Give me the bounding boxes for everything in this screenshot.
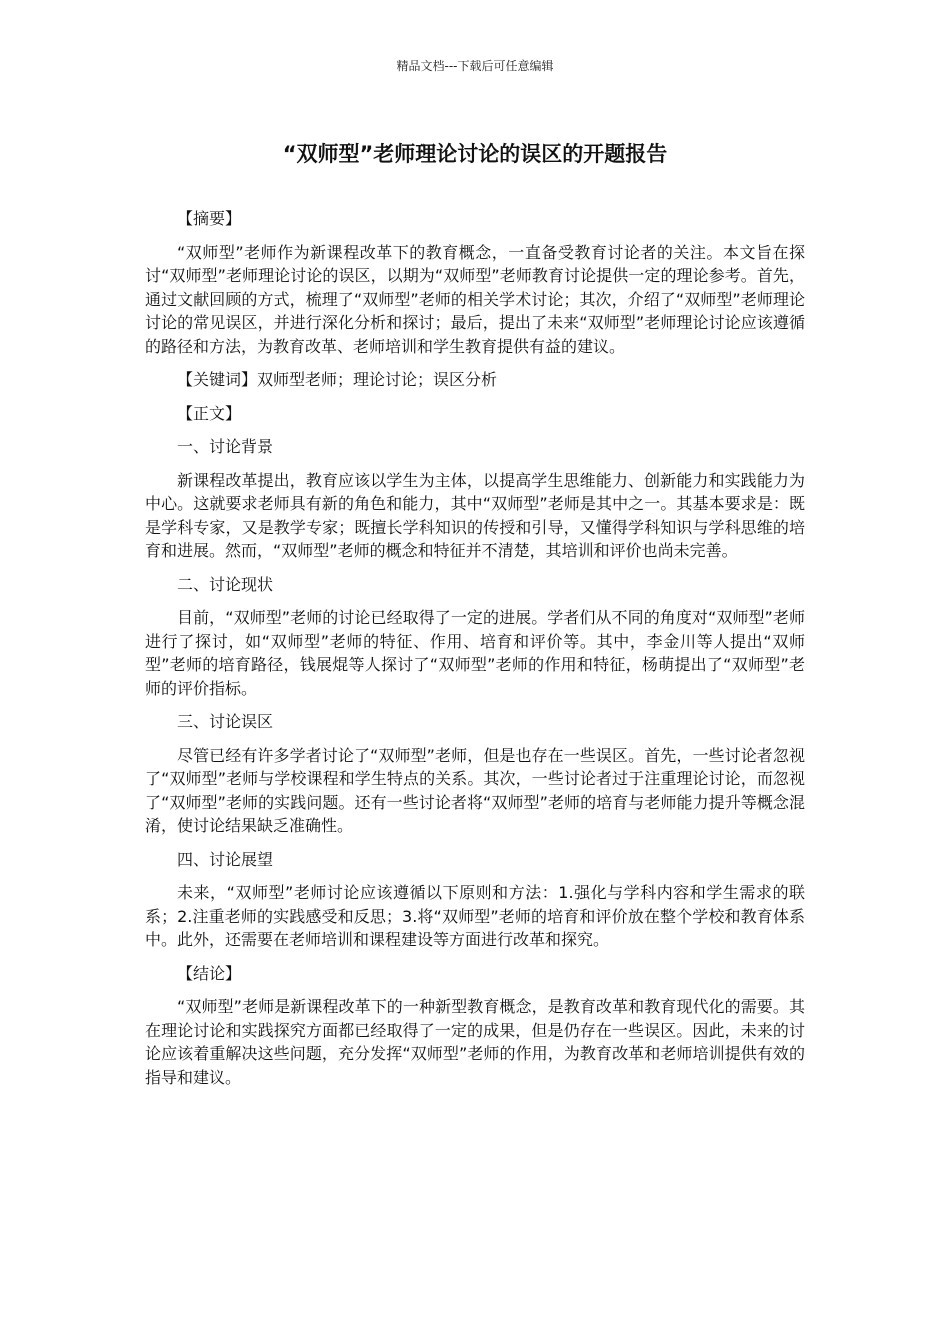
document-body [145, 207, 805, 1089]
keywords-line: 【关键词】双师型老师；理论讨论；误区分析 [177, 370, 498, 389]
outlook-paragraph: 未来，“双师型”老师讨论应该遵循以下原则和方法：1.强化与学科内容和学生需求的联系；2.注重老师的实践感受和反思；3.将“双师型”老师的培育和评价放在整个学校和教育体系中。此外，还需要在老师培训和课程建设等方面进行改革和探究。 [145, 883, 805, 949]
section-heading-background: 一、讨论背景 [177, 437, 274, 456]
header-note: 精品文档---下载后可任意编辑 [396, 59, 554, 73]
body-heading: 【正文】 [177, 403, 242, 423]
abstract-heading: 【摘要】 [177, 209, 242, 228]
conclusion-paragraph: “双师型”老师是新课程改革下的一种新型教育概念，是教育改革和教育现代化的需要。其在理论讨论和实践探究方面都已经取得了一定的成果，但是仍存在一些误区。因此，未来的讨论应该着重解决这些问题，充分发挥“双师型”老师的作用，为教育改革和老师培训提供有效的指导和建议。 [145, 997, 805, 1087]
conclusion-heading: 【结论】 [177, 963, 242, 983]
section-heading-misconceptions: 三、讨论误区 [177, 712, 274, 731]
section-heading-outlook: 四、讨论展望 [177, 849, 274, 869]
section-heading-status: 二、讨论现状 [177, 574, 274, 594]
abstract-paragraph: “双师型”老师作为新课程改革下的教育概念，一直备受教育讨论者的关注。本文旨在探讨“双师型”老师理论讨论的误区，以期为“双师型”老师教育讨论提供一定的理论参考。首先，通过文献回顾的方式，梳理了“双师型”老师的相关学术讨论；其次，介绍了“双师型”老师理论讨论的常见误区，并进行深化分析和探讨；最后，提出了未来“双师型”老师理论讨论应该遵循的路径和方法，为教育改革、老师培训和学生教育提供有益的建议。 [145, 242, 805, 356]
document-title: “双师型”老师理论讨论的误区的开题报告 [282, 142, 668, 166]
background-paragraph: 新课程改革提出，教育应该以学生为主体，以提高学生思维能力、创新能力和实践能力为中心。这就要求老师具有新的角色和能力，其中“双师型”老师是其中之一。其基本要求是：既是学科专家，又是教学专家；既擅长学科知识的传授和引导，又懂得学科知识与学科思维的培育和进展。然而，“双师型”老师的概念和特征并不清楚，其培训和评价也尚未完善。 [145, 470, 805, 560]
status-paragraph: 目前，“双师型”老师的讨论已经取得了一定的进展。学者们从不同的角度对“双师型”老师进行了探讨，如“双师型”老师的特征、作用、培育和评价等。其中，李金川等人提出“双师型”老师的培育路径，钱展焜等人探讨了“双师型”老师的作用和特征，杨萌提出了“双师型”老师的评价指标。 [145, 608, 805, 698]
misconceptions-paragraph: 尽管已经有许多学者讨论了“双师型”老师，但是也存在一些误区。首先，一些讨论者忽视了“双师型”老师与学校课程和学生特点的关系。其次，一些讨论者过于注重理论讨论，而忽视了“双师型”老师的实践问题。还有一些讨论者将“双师型”老师的培育与老师能力提升等概念混淆，使讨论结果缺乏准确性。 [145, 745, 805, 835]
